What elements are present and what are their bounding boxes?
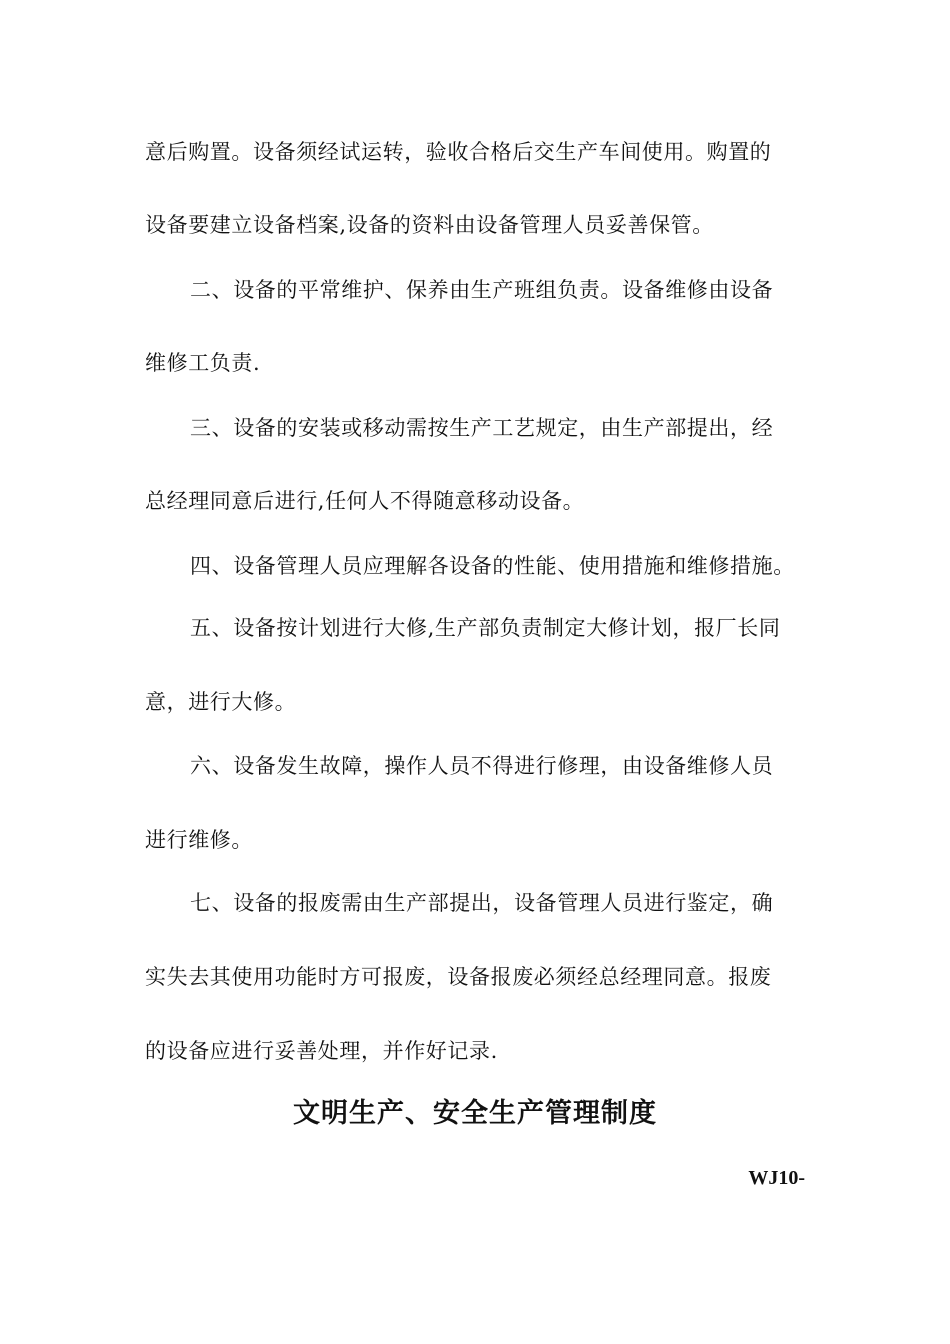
text-line: 设备要建立设备档案,设备的资料由设备管理人员妥善保管。 [145,213,714,237]
text-line: 维修工负责. [145,351,261,375]
document-number: WJ10- [748,1167,805,1189]
text-line: 五、设备按计划进行大修,生产部负责制定大修计划，报厂长同 [190,616,781,640]
text-line: 进行维修。 [145,828,253,852]
text-line: 七、设备的报废需由生产部提出，设备管理人员进行鉴定，确 [190,891,774,915]
text-line: 意后购置。设备须经试运转，验收合格后交生产车间使用。购置的 [145,140,772,164]
text-line: 总经理同意后进行,任何人不得随意移动设备。 [145,489,585,513]
text-line: 的设备应进行妥善处理，并作好记录. [145,1039,498,1063]
text-line: 四、设备管理人员应理解各设备的性能、使用措施和维修措施。 [190,554,795,578]
text-line: 实失去其使用功能时方可报废，设备报废必须经总经理同意。报废 [145,965,772,989]
section-title: 文明生产、安全生产管理制度 [293,1098,657,1129]
text-line: 六、设备发生故障，操作人员不得进行修理，由设备维修人员 [190,754,774,778]
text-line: 二、设备的平常维护、保养由生产班组负责。设备维修由设备 [190,278,774,302]
text-line: 三、设备的安装或移动需按生产工艺规定，由生产部提出，经 [190,416,774,440]
text-line: 意，进行大修。 [145,690,297,714]
